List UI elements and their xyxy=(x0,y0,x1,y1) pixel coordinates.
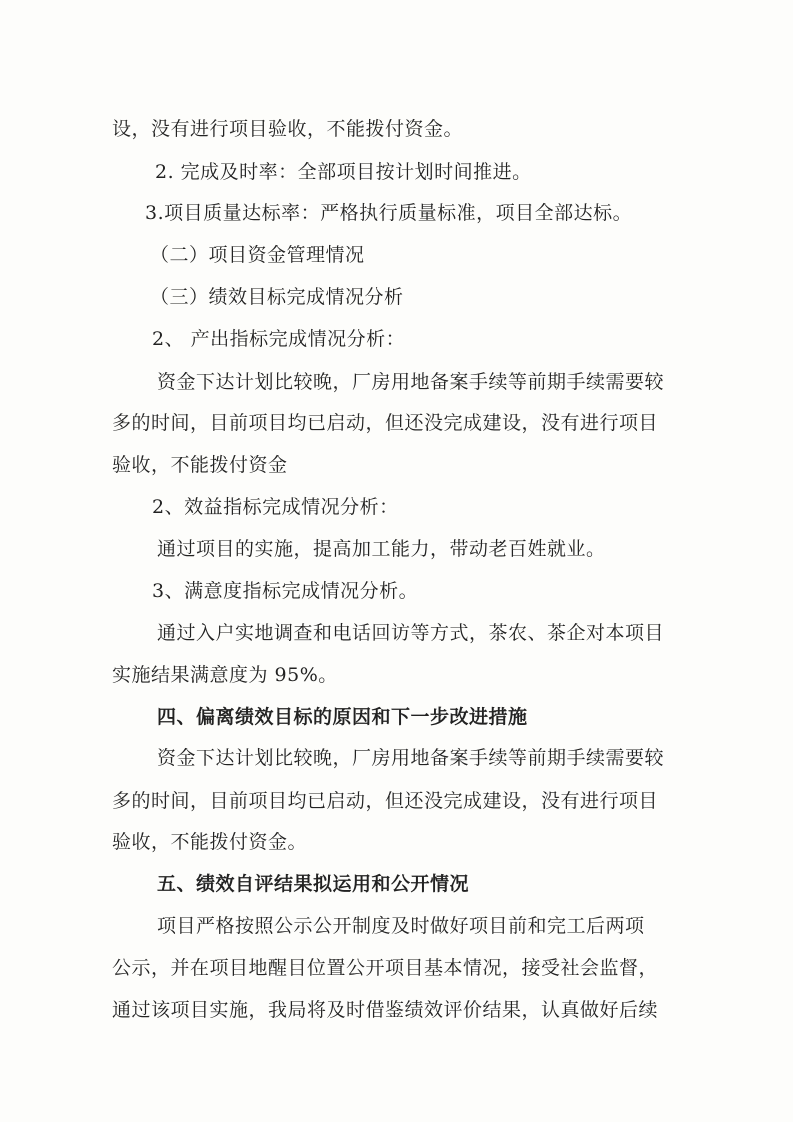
paragraph-line: 公示，并在项目地醒目位置公开项目基本情况，接受社会监督， xyxy=(112,957,659,979)
paragraph-line: 资金下达计划比较晚，厂房用地备案手续等前期手续需要较 xyxy=(157,371,665,393)
paragraph-line: 多的时间，目前项目均已启动，但还没完成建设，没有进行项目 xyxy=(112,412,659,434)
section-heading-performance: （三）绩效目标完成情况分析 xyxy=(150,286,404,308)
paragraph-line: 通过该项目实施，我局将及时借鉴绩效评价结果，认真做好后续 xyxy=(112,999,659,1021)
list-item-timeliness: 2. 完成及时率：全部项目按计划时间推进。 xyxy=(155,161,532,183)
section-heading-funds: （二）项目资金管理情况 xyxy=(150,244,365,266)
paragraph-line: 通过入户实地调查和电话回访等方式，茶农、茶企对本项目 xyxy=(157,622,665,644)
paragraph-line: 验收，不能拨付资金。 xyxy=(112,831,308,853)
paragraph-line: 项目严格按照公示公开制度及时做好项目前和完工后两项 xyxy=(157,915,645,937)
subheading-satisfaction: 3、满意度指标完成情况分析。 xyxy=(152,580,419,602)
subheading-output: 2、 产出指标完成情况分析： xyxy=(152,328,406,350)
paragraph-line: 验收，不能拨付资金 xyxy=(112,454,288,476)
section-heading-results-use: 五、绩效自评结果拟运用和公开情况 xyxy=(157,873,470,895)
paragraph-line: 多的时间，目前项目均已启动，但还没完成建设，没有进行项目 xyxy=(112,790,659,812)
section-heading-deviation: 四、偏离绩效目标的原因和下一步改进措施 xyxy=(157,706,528,728)
paragraph-line: 设，没有进行项目验收，不能拨付资金。 xyxy=(112,118,464,140)
paragraph-line: 资金下达计划比较晚，厂房用地备案手续等前期手续需要较 xyxy=(157,747,665,769)
paragraph-line: 实施结果满意度为 95%。 xyxy=(112,664,338,686)
subheading-benefit: 2、效益指标完成情况分析： xyxy=(152,496,399,518)
list-item-quality: 3.项目质量达标率：严格执行质量标准，项目全部达标。 xyxy=(145,202,633,224)
paragraph-line: 通过项目的实施，提高加工能力，带动老百姓就业。 xyxy=(157,538,606,560)
